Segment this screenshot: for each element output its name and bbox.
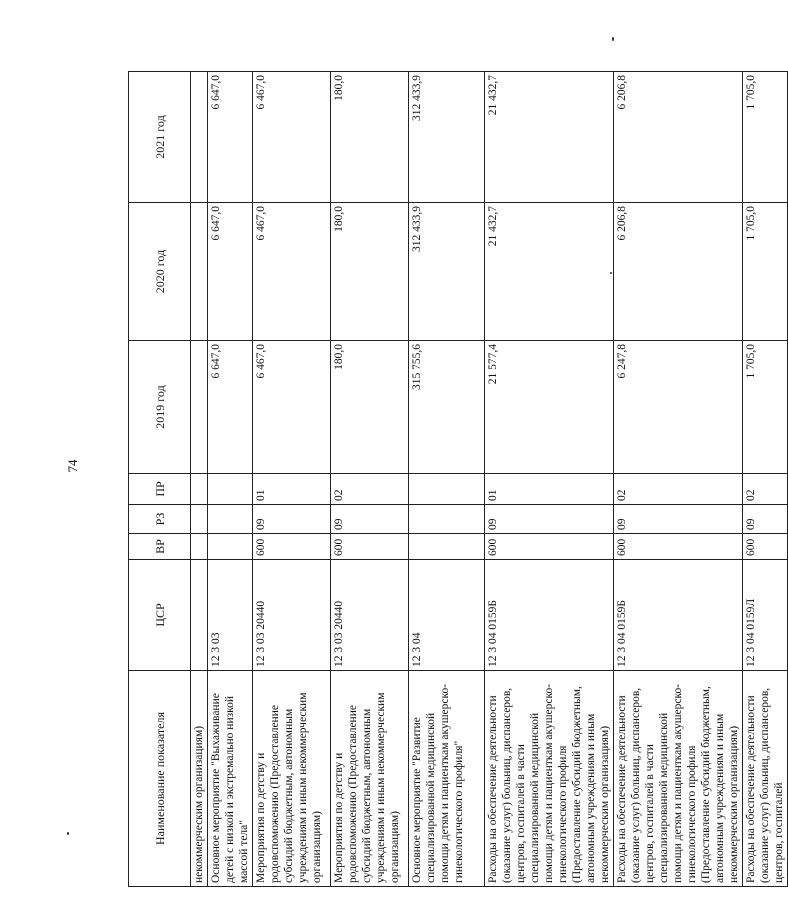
row-csr [191, 560, 208, 671]
row-pr [208, 474, 253, 505]
row-2021: 6 206,8 [614, 72, 743, 203]
column-header-2021: 2021 год [129, 72, 191, 203]
table-row [485, 72, 614, 887]
row-csr: 12 3 04 0159Л [743, 560, 788, 671]
row-2020: 180,0 [331, 203, 409, 341]
scan-speck [67, 832, 69, 835]
table-row [614, 72, 743, 887]
row-2021: 6 467,0 [253, 72, 331, 203]
row-2021: 1 705,0 [743, 72, 788, 203]
table-row [743, 72, 788, 887]
row-pr [409, 474, 485, 505]
row-2020: 6 467,0 [253, 203, 331, 341]
table-row [409, 72, 485, 887]
table-row [331, 72, 409, 887]
budget-table-container [128, 72, 785, 887]
row-2019: 21 577,4 [485, 341, 614, 474]
row-2020 [191, 203, 208, 341]
budget-table [128, 71, 788, 887]
row-2019: 6 647,0 [208, 341, 253, 474]
column-header-name: Наименование показателя [129, 671, 191, 887]
column-header-2019: 2019 год [129, 341, 191, 474]
row-2019 [191, 341, 208, 474]
column-header-pr: ПР [129, 474, 191, 505]
row-name: Расходы на обеспечение деятельности (оказание услуг) больниц, диспансеров, центров, госпиталей в части специализированной медицинской помощи детям и пациенткам акушерско-гинекологического профиля (Предоставление субсидий бюджетным, автономным учреждениям и иным некоммерческим организациям) [485, 671, 614, 887]
row-rz [409, 505, 485, 534]
row-2021 [191, 72, 208, 203]
row-rz: 09 [743, 505, 788, 534]
row-name: некоммерческим организациям) [191, 671, 208, 887]
row-pr [191, 474, 208, 505]
row-rz: 09 [253, 505, 331, 534]
row-2021: 6 647,0 [208, 72, 253, 203]
row-pr: 02 [331, 474, 409, 505]
row-2019: 1 705,0 [743, 341, 788, 474]
row-vr: 600 [485, 534, 614, 560]
page-number: 74 [65, 459, 80, 473]
row-2020: 6 206,8 [614, 203, 743, 341]
row-rz: 09 [485, 505, 614, 534]
row-rz: 09 [614, 505, 743, 534]
table-header-row [129, 72, 191, 887]
row-pr: 01 [253, 474, 331, 505]
row-name: Основное мероприятие "Развитие специализированной медицинской помощи детям и пациенткам акушерско-гинекологического профиля" [409, 671, 485, 887]
column-header-rz: РЗ [129, 505, 191, 534]
row-pr: 02 [743, 474, 788, 505]
row-csr: 12 3 03 20440 [331, 560, 409, 671]
row-vr: 600 [614, 534, 743, 560]
row-pr: 01 [485, 474, 614, 505]
row-vr: 600 [331, 534, 409, 560]
row-2021: 21 432,7 [485, 72, 614, 203]
table-row [208, 72, 253, 887]
row-vr [191, 534, 208, 560]
row-csr: 12 3 03 20440 [253, 560, 331, 671]
row-csr: 12 3 03 [208, 560, 253, 671]
row-2019: 6 467,0 [253, 341, 331, 474]
scan-speck [612, 37, 614, 41]
row-2019: 6 247,8 [614, 341, 743, 474]
row-2019: 180,0 [331, 341, 409, 474]
table-row [191, 72, 208, 887]
row-2020: 21 432,7 [485, 203, 614, 341]
row-vr [208, 534, 253, 560]
row-2021: 180,0 [331, 72, 409, 203]
row-rz [208, 505, 253, 534]
column-header-2020: 2020 год [129, 203, 191, 341]
row-rz: 09 [331, 505, 409, 534]
row-2019: 315 755,6 [409, 341, 485, 474]
row-vr [409, 534, 485, 560]
row-name: Расходы на обеспечение деятельности (оказание услуг) больниц, диспансеров, центров, госпиталей [743, 671, 788, 887]
row-name: Мероприятия по детству и родовспоможению (Предоставление субсидий бюджетным, автономным учреждениям и иным некоммерческим организациям) [331, 671, 409, 887]
row-vr: 600 [253, 534, 331, 560]
row-rz [191, 505, 208, 534]
row-csr: 12 3 04 0159Б [485, 560, 614, 671]
row-csr: 12 3 04 0159Б [614, 560, 743, 671]
row-2020: 6 647,0 [208, 203, 253, 341]
row-csr: 12 3 04 [409, 560, 485, 671]
row-2020: 1 705,0 [743, 203, 788, 341]
row-vr: 600 [743, 534, 788, 560]
column-header-vr: ВР [129, 534, 191, 560]
row-2020: 312 433,9 [409, 203, 485, 341]
row-2021: 312 433,9 [409, 72, 485, 203]
row-pr: 02 [614, 474, 743, 505]
row-name: Расходы на обеспечение деятельности (оказание услуг) больниц, диспансеров, центров, госпиталей в части специализированной медицинской помощи детям и пациенткам акушерско-гинекологического профиля (Предоставление субсидий бюджетным, автономным учреждениям и иным некоммерческим организациям) [614, 671, 743, 887]
column-header-csr: ЦСР [129, 560, 191, 671]
row-name: Основное мероприятие "Выхаживание детей с низкой и экстремально низкой массой тела" [208, 671, 253, 887]
row-name: Мероприятия по детству и родовспоможению (Предоставление субсидий бюджетным, автономным учреждениям и иным некоммерческим организациям) [253, 671, 331, 887]
table-row [253, 72, 331, 887]
